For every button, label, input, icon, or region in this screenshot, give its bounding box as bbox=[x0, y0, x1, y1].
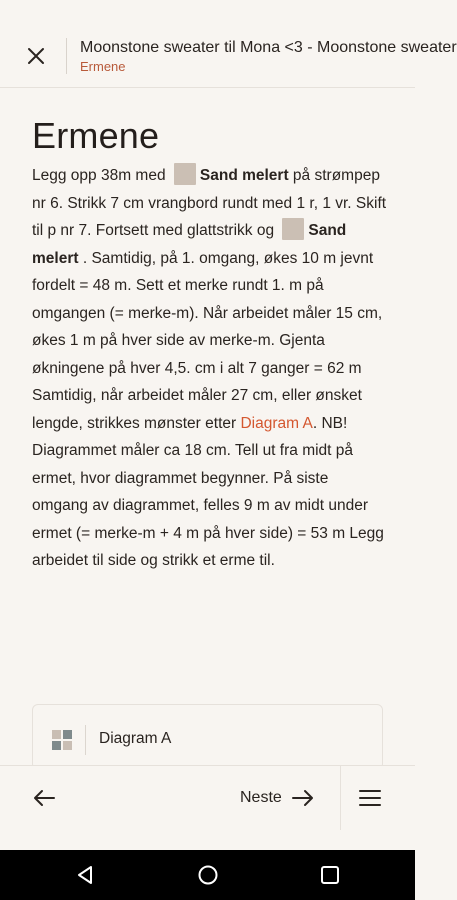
instructions-part-3: . Samtidig, på 1. omgang, økes 10 m jevnt fordelt = 48 m. Sett et merke rundt 1. m på omgangen (= merke-m). Når arbeidet måler 15 cm, økes 1 m på hver side av merke-m. Gjenta økningene på hver 4,5. cm i alt 7 ganger = 62 m Samtidig, når arbeidet måler 27 cm, eller ønsket lengde, strikkes mønster etter bbox=[32, 249, 383, 432]
instructions-text bbox=[32, 162, 387, 575]
next-label: Neste bbox=[240, 789, 282, 806]
close-button[interactable] bbox=[18, 38, 54, 74]
next-button[interactable] bbox=[240, 784, 316, 812]
top-bar bbox=[0, 0, 457, 88]
section-content bbox=[32, 112, 387, 575]
instructions-part-1: Legg opp 38m med bbox=[32, 167, 166, 184]
grid-icon bbox=[51, 729, 73, 751]
nav-back-icon[interactable] bbox=[74, 864, 96, 886]
section-breadcrumb: Ermene bbox=[80, 59, 126, 74]
arrow-right-icon bbox=[290, 786, 316, 810]
nav-recents-icon[interactable] bbox=[320, 865, 340, 885]
yarn-swatch[interactable] bbox=[282, 218, 304, 240]
card-divider bbox=[85, 725, 86, 755]
section-heading: Ermene bbox=[32, 115, 160, 156]
diagram-card[interactable] bbox=[32, 704, 383, 770]
instructions-part-2: på strømpep nr 6. Strikk 7 cm vrangbord rundt med 1 r, 1 vr. Skift til p nr 7. Fortsett med glattstrikk og bbox=[32, 167, 387, 239]
header-divider bbox=[66, 38, 67, 74]
diagram-label: Diagram A bbox=[99, 730, 172, 747]
arrow-left-icon bbox=[30, 786, 58, 810]
yarn-swatch[interactable] bbox=[174, 163, 196, 185]
instructions-part-4: . NB! Diagrammet måler ca 18 cm. Tell ut fra midt på ermet, hvor diagrammet begynner. På siste omgang av diagrammet, felles 9 m av midt under ermet (= merke-m + 4 m på hver side) = 53 m Legg arbeidet til side og strikk et erme til. bbox=[32, 414, 384, 569]
bottom-bar bbox=[0, 765, 415, 829]
yarn-name[interactable]: Sand melert bbox=[32, 222, 347, 267]
nav-home-icon[interactable] bbox=[197, 864, 219, 886]
header-titles bbox=[80, 38, 457, 75]
bottom-divider bbox=[340, 766, 341, 830]
diagram-link[interactable]: Diagram A bbox=[240, 414, 313, 432]
hamburger-icon bbox=[358, 787, 382, 809]
previous-button[interactable] bbox=[30, 786, 58, 810]
yarn-name[interactable]: Sand melert bbox=[199, 167, 289, 184]
system-nav-bar bbox=[0, 850, 415, 900]
pattern-title: Moonstone sweater til Mona <3 - Moonstone sweater bbox=[80, 39, 457, 56]
menu-button[interactable] bbox=[358, 787, 382, 809]
close-icon bbox=[26, 46, 46, 66]
